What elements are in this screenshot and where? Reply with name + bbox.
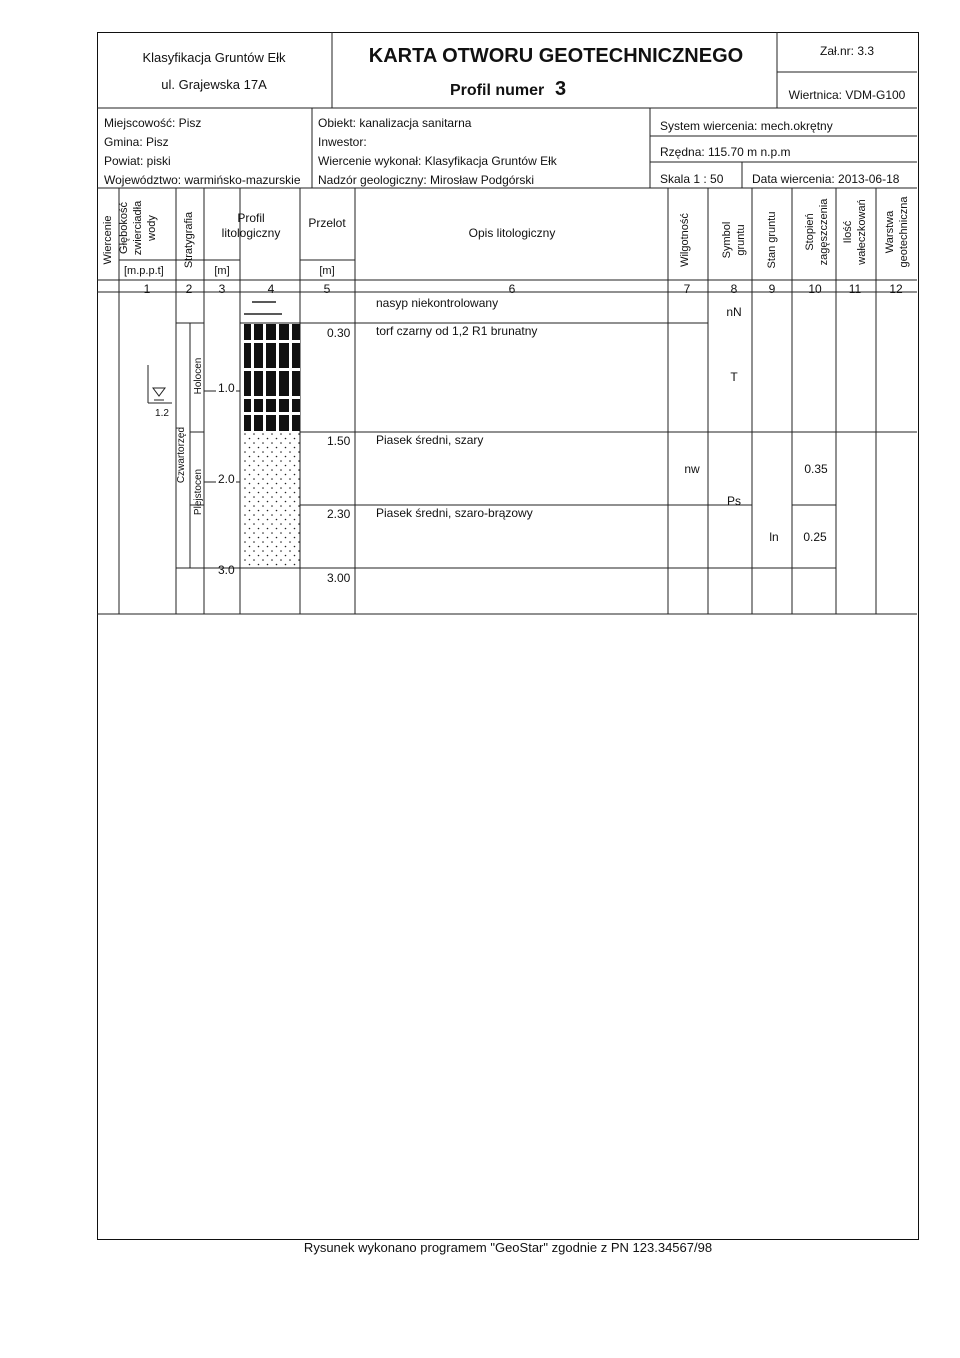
depth-tick: 1.0: [218, 381, 235, 395]
col-rolls-2: wałeczkowań: [856, 199, 868, 265]
col-number: 9: [768, 282, 776, 296]
col-symbol-2: gruntu: [735, 224, 747, 256]
col-interval: Przelot: [308, 216, 346, 230]
soil-symbol: T: [730, 370, 738, 384]
col-number: 12: [889, 282, 903, 296]
drilling-date: Data wiercenia: 2013-06-18: [752, 172, 900, 186]
compaction-value: 0.25: [803, 530, 827, 544]
col-drilling: Wiercenie: [102, 215, 114, 265]
layer-description: torf czarny od 1,2 R1 brunatny: [376, 324, 538, 338]
col-number: 4: [267, 282, 275, 296]
elevation: Rzędna: 115.70 m n.p.m: [660, 145, 791, 159]
col-number: 2: [185, 282, 193, 296]
col-moisture: Wilgotność: [679, 213, 691, 267]
geological-supervision: Nadzór geologiczny: Mirosław Podgórski: [318, 173, 535, 187]
scale: Skala 1 : 50: [660, 172, 724, 186]
company-name: Klasyfikacja Gruntów Ełk: [142, 50, 286, 65]
col-water-depth-2: zwierciadła: [132, 200, 144, 256]
moisture-value: nw: [684, 462, 700, 476]
soil-symbol: nN: [726, 305, 742, 319]
col-number: 11: [848, 282, 862, 296]
profile-label: Profil numer: [450, 82, 545, 99]
depth-tick: 3.0: [218, 563, 235, 577]
col-profile-1: Profil: [237, 211, 265, 225]
col-symbol-1: Symbol: [721, 221, 733, 259]
layer-description: Piasek średni, szary: [376, 433, 484, 447]
col-number: 5: [323, 282, 331, 296]
epoch-label: Holocen: [193, 357, 204, 395]
water-table-icon: [148, 365, 172, 403]
col-stratigraphy: Stratygrafia: [183, 211, 195, 269]
compaction-value: 0.35: [804, 462, 828, 476]
col-depth-unit: [m]: [214, 265, 230, 277]
county: Powiat: piski: [104, 154, 171, 168]
drilling-system: System wiercenia: mech.okrętny: [660, 119, 833, 133]
commune: Gmina: Pisz: [104, 135, 169, 149]
layer-description: Piasek średni, szaro-brązowy: [376, 506, 533, 520]
col-number: 3: [218, 282, 226, 296]
voivodeship: Województwo: warmińsko-mazurskie: [104, 173, 301, 187]
col-interval-unit: [m]: [319, 265, 335, 277]
investor: Inwestor:: [318, 135, 367, 149]
col-description: Opis litologiczny: [468, 226, 556, 240]
col-layer-1: Warstwa: [884, 210, 896, 254]
interval-depth: 3.00: [327, 571, 351, 585]
col-compaction-1: Stopień: [804, 213, 816, 251]
col-layer-2: geotechniczna: [898, 196, 910, 268]
interval-depth: 2.30: [327, 507, 351, 521]
profile-number: 3: [555, 78, 567, 100]
peat-pattern: [244, 324, 300, 431]
company-address: ul. Grajewska 17A: [161, 77, 267, 92]
col-state: Stan gruntu: [766, 211, 778, 269]
interval-depth: 0.30: [327, 326, 351, 340]
object: Obiekt: kanalizacja sanitarna: [318, 116, 472, 130]
footer-note: Rysunek wykonano programem "GeoStar" zgodnie z PN 123.34567/98: [303, 1240, 713, 1255]
depth-tick: 2.0: [218, 472, 235, 486]
col-compaction-2: zagęszczenia: [818, 198, 830, 266]
col-water-depth-1: Głębokość: [118, 202, 130, 254]
water-level-value: 1.2: [155, 408, 169, 419]
layer-description: nasyp niekontrolowany: [376, 296, 499, 310]
epoch-label: Plejstocen: [193, 468, 204, 516]
drilling-contractor: Wiercenie wykonał: Klasyfikacja Gruntów Ełk: [318, 154, 557, 168]
col-number: 1: [143, 282, 151, 296]
col-rolls-1: Ilość: [842, 220, 854, 244]
interval-depth: 1.50: [327, 434, 351, 448]
col-profile-2: litologiczny: [221, 226, 281, 240]
col-number: 8: [730, 282, 738, 296]
attachment-number: Zał.nr: 3.3: [819, 44, 875, 58]
col-number: 10: [808, 282, 822, 296]
locality: Miejscowość: Pisz: [104, 116, 202, 130]
col-water-depth-3: wody: [146, 215, 158, 241]
card-title: KARTA OTWORU GEOTECHNICZNEGO: [368, 45, 744, 67]
era-label: Czwartorzęd: [176, 426, 187, 484]
drilling-rig: Wiertnica: VDM-G100: [788, 88, 906, 102]
col-water-unit: [m.p.p.t]: [124, 265, 164, 277]
soil-state-value: ln: [769, 530, 779, 544]
col-number: 6: [508, 282, 516, 296]
sand-pattern: [244, 433, 300, 568]
col-number: 7: [683, 282, 691, 296]
soil-symbol: Ps: [726, 494, 742, 508]
